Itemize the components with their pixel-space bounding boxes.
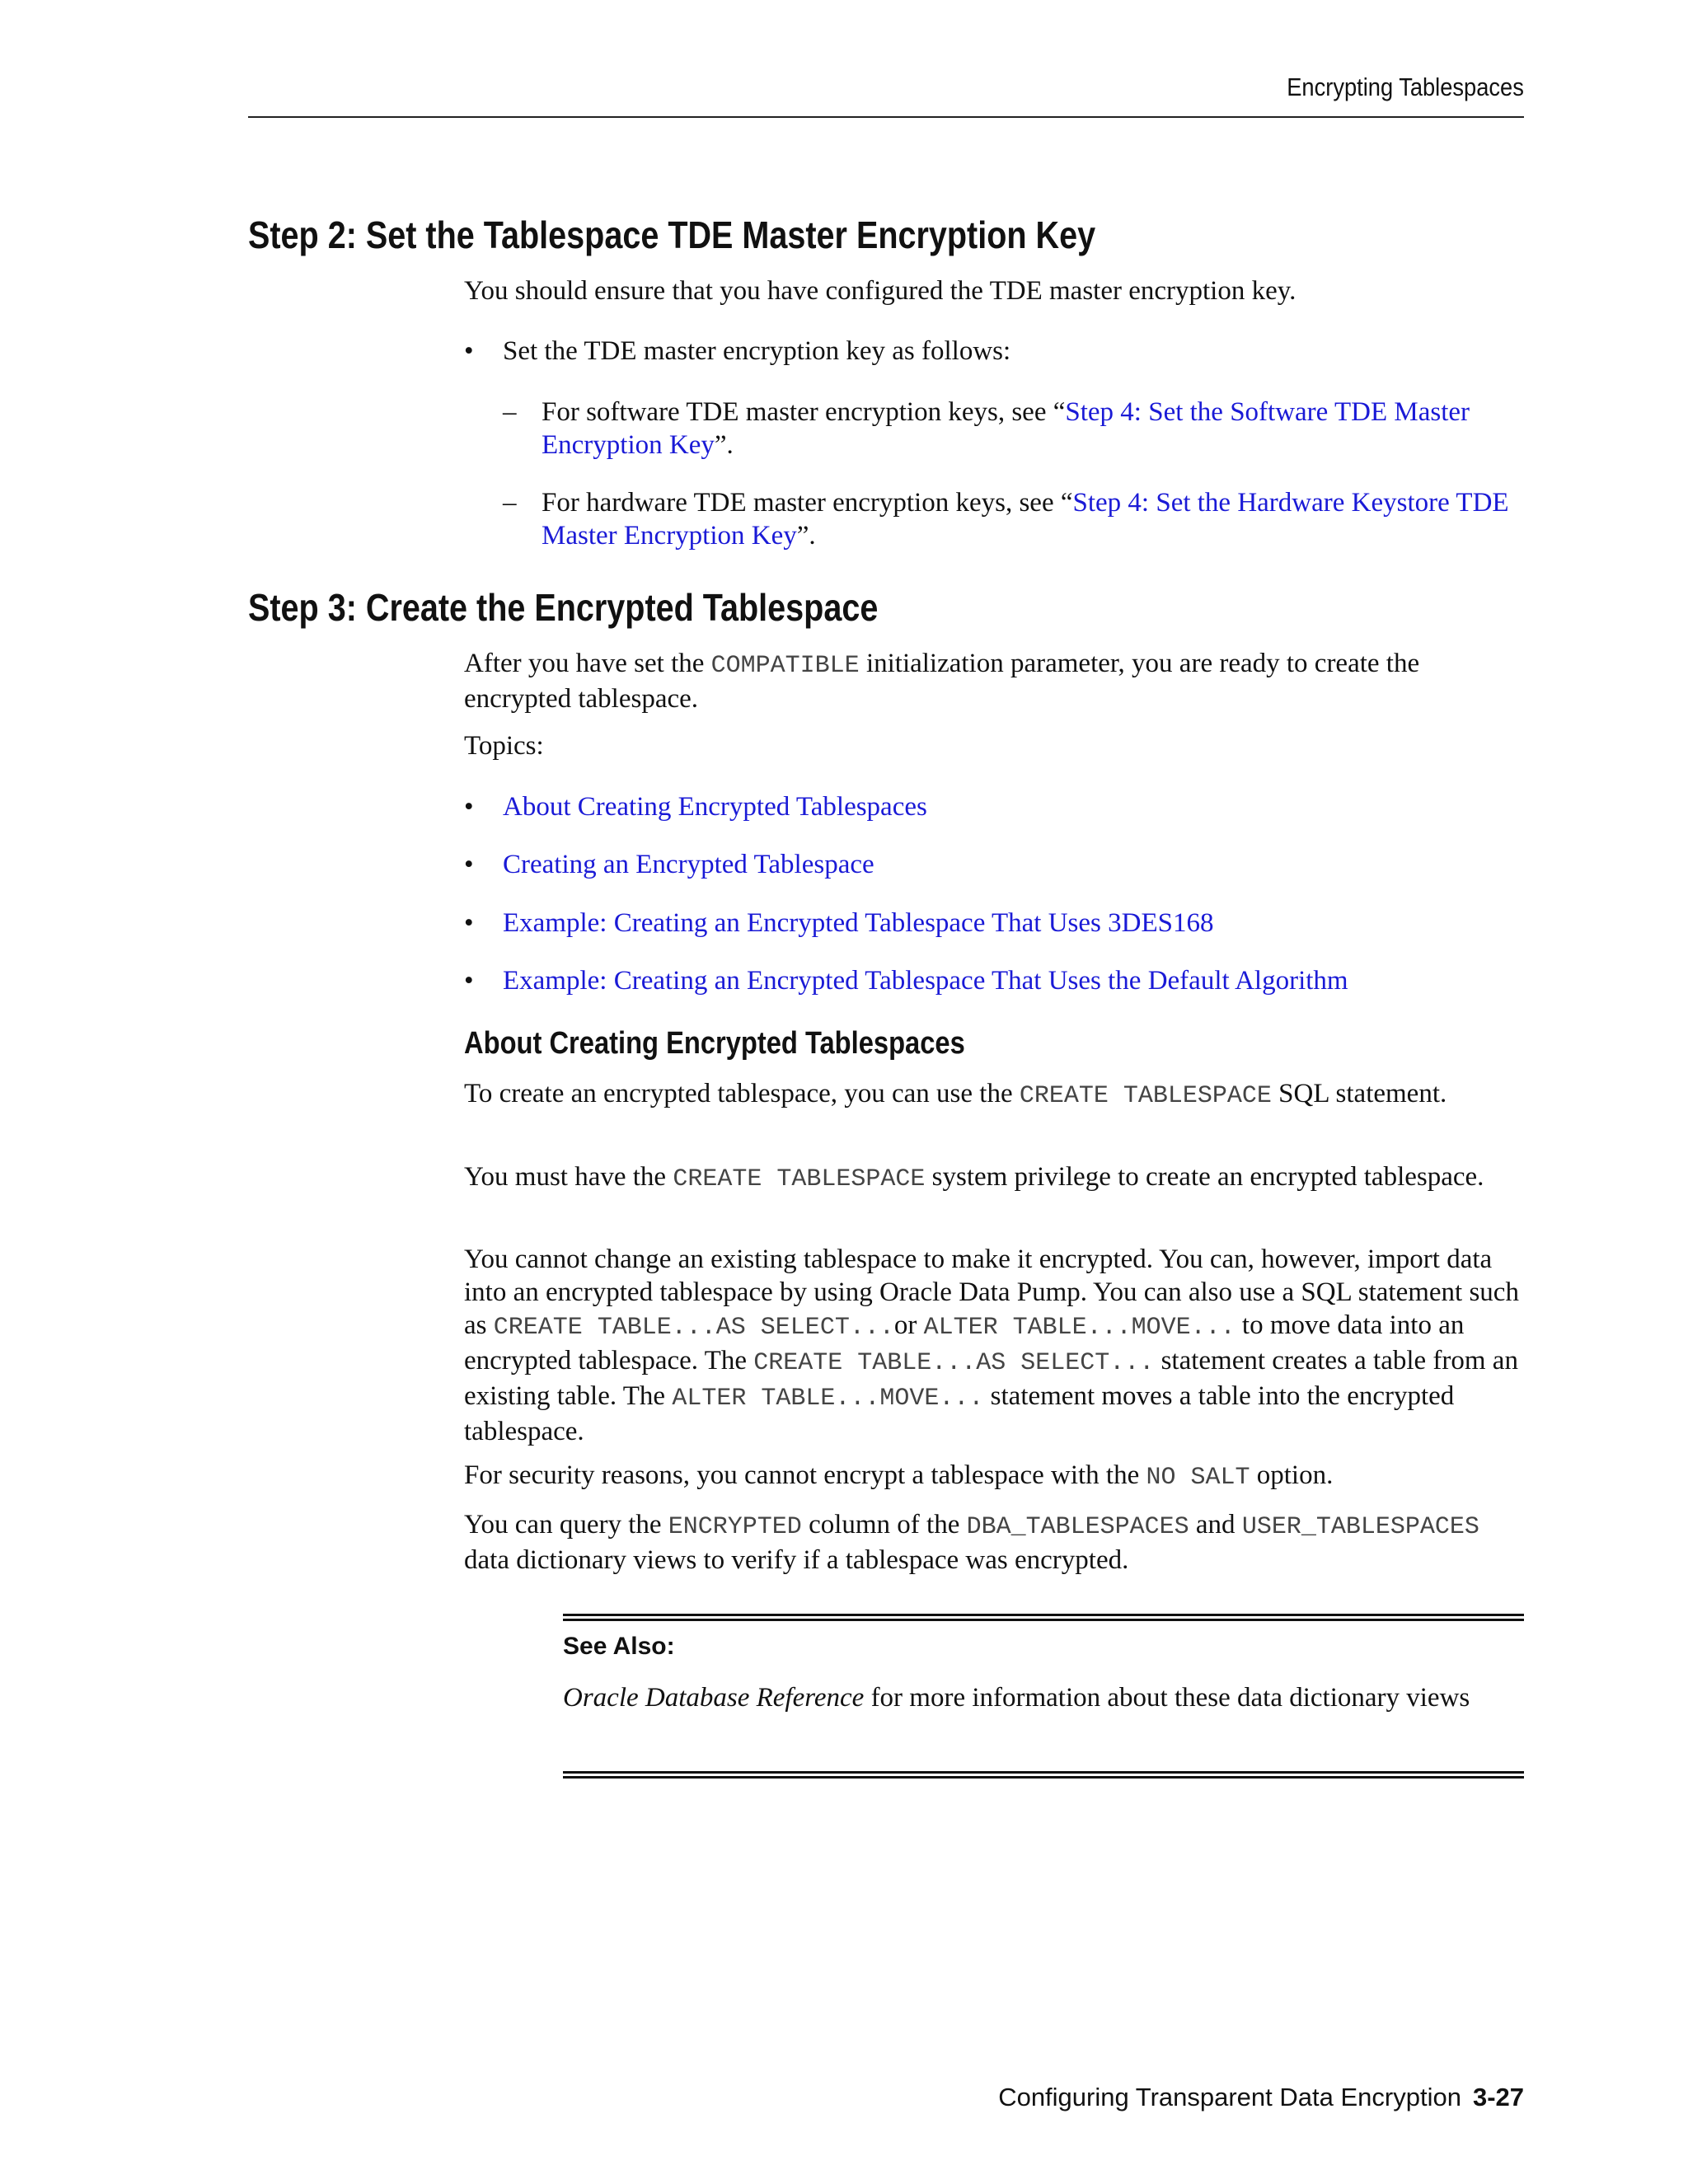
dash-icon: – (503, 488, 517, 518)
bullet-icon: • (464, 966, 474, 996)
about-paragraph-2: You must have the CREATE TABLESPACE system privilege to create an encrypted tablespace. (464, 1162, 1484, 1193)
link-set-hardware-key[interactable]: Step 4: Set the Hardware Keystore TDE Master Encryption Key (542, 488, 1509, 551)
footer-book-title: Configuring Transparent Data Encryption (998, 2083, 1461, 2111)
see-also-title: See Also: (563, 1633, 675, 1660)
page-footer (998, 2083, 1524, 2112)
bullet-icon: • (464, 908, 474, 938)
header-rule (248, 116, 1524, 118)
document-page: Encrypting Tablespaces Step 2: Set the Tablespace TDE Master Encryption Key You should ensure that you have configured the TDE master encryption key. • Set the TDE master encryption key as follows: – For software TDE master encryption keys, see “Step 4: Set the Software TDE Master Encryption Key”. – For hardware TDE master encryption keys, see “Step 4: Set the Hardware Keystore TDE Master Encryption Key”. Step 3: Create the Encrypted Tablespace After you have set the COMPATIBLE initialization parameter, you are ready to create the encrypted tablespace. Topics: • About Creating Encrypted Tablespaces • Creating an Encrypted Tablespace • Example: Creating an Encrypted Tablespace That Uses 3DES168 • Example: Creating an Encrypted Tablespace That Uses the Default Algorithm About Creating Encrypted Tablespaces To create an encrypted tablespace, you can use the CREATE TABLESPACE SQL statement. You must have the CREATE TABLESPACE system privilege to create an encrypted tablespace. You cannot change an existing tablespace to make it encrypted. You can, however, import data into an encrypted tablespace by using Oracle Data Pump. You can also use a SQL statement such as CREATE TABLE...AS SELECT...or ALTER TABLE...MOVE... to move data into an encrypted tablespace. The CREATE TABLE...AS SELECT... statement creates a table from an existing table. The ALTER TABLE...MOVE... statement moves a table into the encrypted tablespace. For security reasons, you cannot encrypt a tablespace with the NO SALT option. You can query the ENCRYPTED column of the DBA_TABLESPACES and USER_TABLESPACES data dictionary views to verify if a tablespace was encrypted. See Also: Oracle Database Reference for more information about these data dictionary views Configuring Transparent Data Encryption 3-27 (248, 73, 1524, 2111)
reference-title: Oracle Database Reference (563, 1683, 865, 1713)
link-about-creating[interactable]: About Creating Encrypted Tablespaces (503, 792, 927, 822)
link-creating-tablespace[interactable]: Creating an Encrypted Tablespace (503, 850, 874, 879)
step2-intro: You should ensure that you have configured the TDE master encryption key. (464, 276, 1296, 306)
link-example-3des168[interactable]: Example: Creating an Encrypted Tablespace That Uses 3DES168 (503, 908, 1214, 938)
page-number: 3-27 (1472, 2083, 1524, 2111)
bullet-icon: • (464, 850, 474, 879)
about-paragraph-1: To create an encrypted tablespace, you can use the CREATE TABLESPACE SQL statement. (464, 1079, 1447, 1110)
bullet-icon: • (464, 336, 474, 366)
link-example-default-algorithm[interactable]: Example: Creating an Encrypted Tablespace That Uses the Default Algorithm (503, 966, 1348, 996)
topics-label: Topics: (464, 731, 544, 761)
dash-icon: – (503, 397, 517, 427)
step3-intro: After you have set the COMPATIBLE initialization parameter, you are ready to create the encrypted tablespace. (464, 649, 1420, 714)
see-also-body: Oracle Database Reference for more information about these data dictionary views (563, 1683, 1470, 1713)
about-paragraph-3: You cannot change an existing tablespace to make it encrypted. You can, however, import data into an encrypted tablespace by using Oracle Data Pump. You can also use a SQL statement such as CREATE TABLE...AS SELECT...or ALTER TABLE...MOVE... to move data into an encrypted tablespace. The CREATE TABLE...AS SELECT... statement creates a table from an existing table. The ALTER TABLE...MOVE... statement moves a table into the encrypted tablespace. (464, 1244, 1519, 1446)
see-also-bottom-rule (563, 1771, 1524, 1779)
about-paragraph-5: You can query the ENCRYPTED column of the DBA_TABLESPACES and USER_TABLESPACES data dictionary views to verify if a tablespace was encrypted. (464, 1510, 1479, 1575)
step2-heading: Step 2: Set the Tablespace TDE Master Encryption Key (248, 213, 1096, 256)
bullet-icon: • (464, 792, 474, 822)
about-paragraph-4: For security reasons, you cannot encrypt a tablespace with the NO SALT option. (464, 1460, 1334, 1492)
about-heading: About Creating Encrypted Tablespaces (464, 1026, 965, 1061)
running-header: Encrypting Tablespaces (1287, 73, 1524, 101)
see-also-top-rule (563, 1614, 1524, 1621)
step3-heading: Step 3: Create the Encrypted Tablespace (248, 586, 879, 629)
link-set-software-key[interactable]: Step 4: Set the Software TDE Master Encryption Key (542, 397, 1470, 460)
